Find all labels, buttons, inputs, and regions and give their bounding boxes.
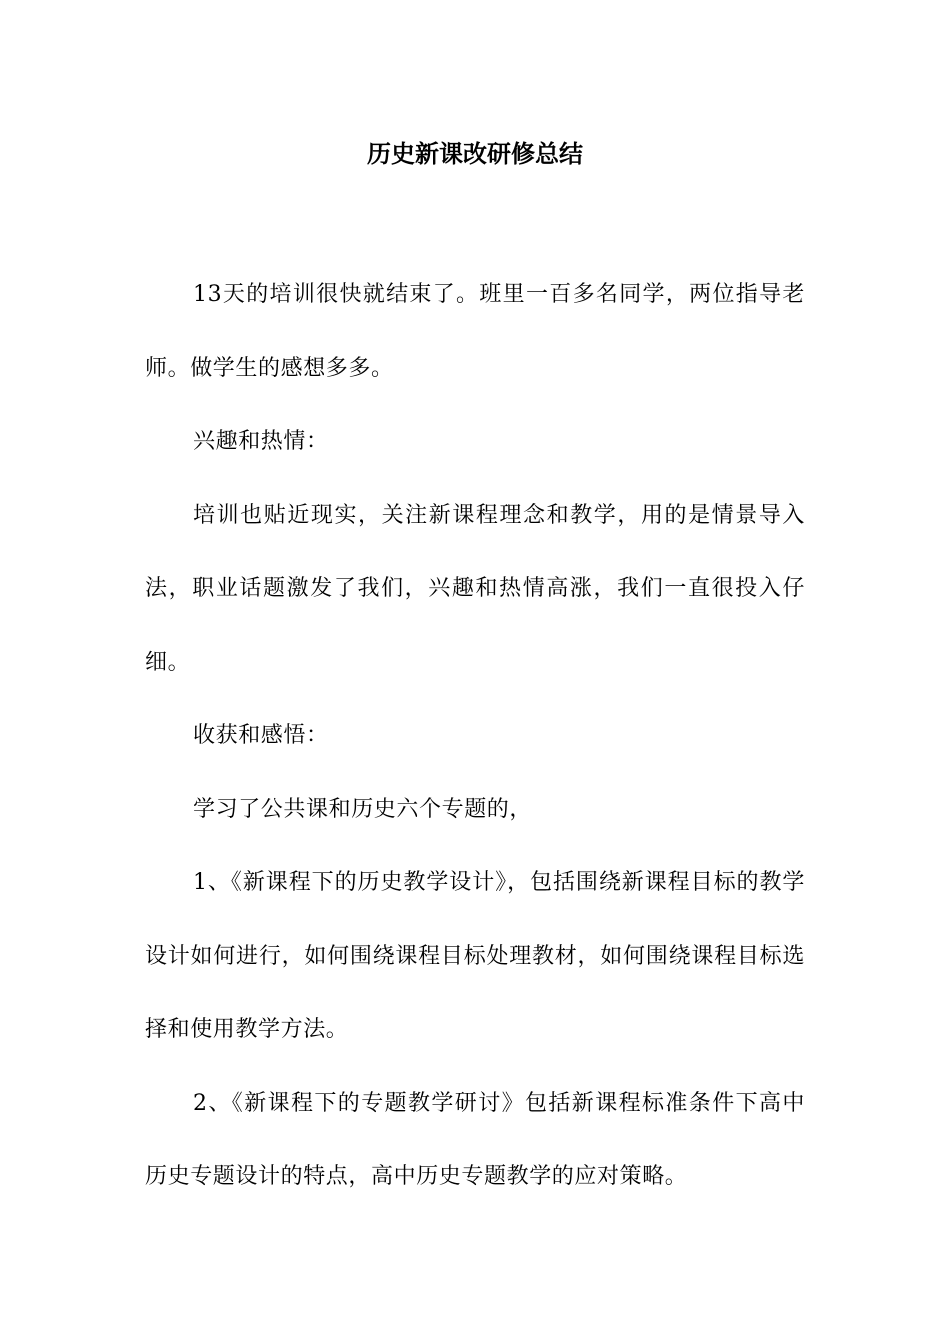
paragraph-item-2: 2、《新课程下的专题教学研讨》包括新课程标准条件下高中历史专题设计的特点，高中历史专题教学的应对策略。 bbox=[145, 1090, 805, 1189]
document-body bbox=[145, 258, 805, 1214]
paragraph-courses: 学习了公共课和历史六个专题的， bbox=[193, 796, 533, 822]
paragraph-heading-gains: 收获和感悟： bbox=[193, 723, 329, 748]
paragraph-item-1: 1、《新课程下的历史教学设计》，包括围绕新课程目标的教学设计如何进行，如何围绕课程目标处理教材，如何围绕课程目标选择和使用教学方法。 bbox=[145, 870, 805, 1042]
paragraph-intro: 13天的培训很快就结束了。班里一百多名同学，两位指导老师。做学生的感想多多。 bbox=[145, 282, 805, 381]
document-title: 历史新课改研修总结 bbox=[367, 139, 583, 168]
paragraph-heading-interest: 兴趣和热情： bbox=[193, 429, 329, 454]
paragraph-interest: 培训也贴近现实，关注新课程理念和教学，用的是情景导入法，职业话题激发了我们，兴趣和热情高涨，我们一直很投入仔细。 bbox=[145, 502, 805, 675]
